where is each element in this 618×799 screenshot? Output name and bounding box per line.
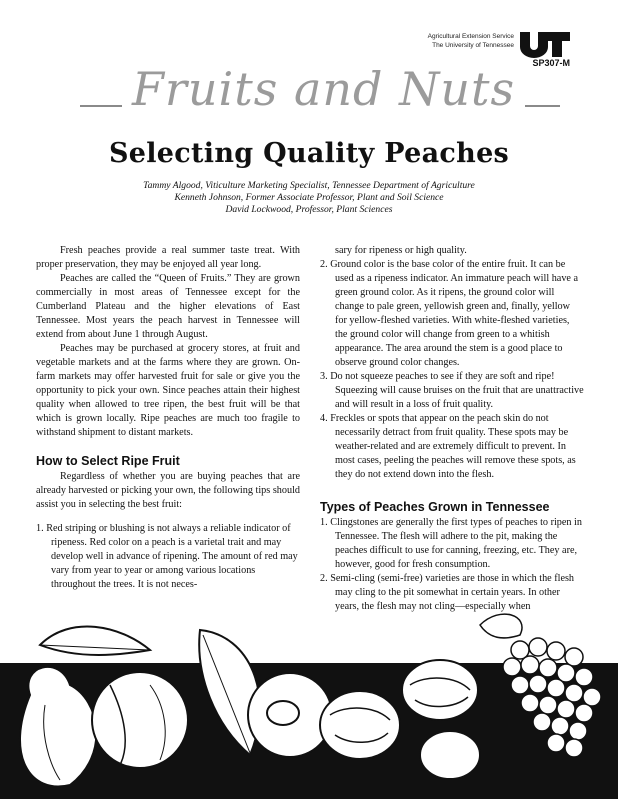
ut-logo [518,30,572,58]
authors-block [0,180,618,216]
list-item-continuation: sary for ripeness or high quality. [335,245,467,256]
publication-number: SP307-M [532,58,570,68]
body-paragraph: Regardless of whether you are buying peaches that are already harvested or picking your own, the following tips should assist you in selecting the best fruit: [36,471,300,510]
section-banner [40,62,560,116]
page-title: Selecting Quality Peaches [108,138,510,169]
list-item: 1. Red striping or blushing is not always a reliable indicator of ripeness. Red color on a peach is a varietal trait and may develop well in advance of ripening. The amount of red may vary from year to year or among various locations throughout the trees. It is not neces- [36,523,298,590]
list-item: 3. Do not squeeze peaches to see if they are soft and ripe! Squeezing will cause bruises on the fruit that are unattractive and will result in a loss of fruit quality. [320,371,584,410]
agency-line-2: The University of Tennessee [432,42,514,49]
right-column [320,244,584,614]
body-paragraph: Peaches may be purchased at grocery stores, at fruit and vegetable markets and at the farms where they are grown. On-farm markets may offer harvested fruit for sale or give you the opportunity to pick your own. Since peaches attain their highest quality when allowed to tree ripen, the best fruit will be that which is grown locally. Ripe peaches are much too fragile to withstand shipment to distant markets. [36,343,300,438]
section-title: Fruits and Nuts [122,62,525,116]
tips-list [36,522,300,592]
section-heading: Types of Peaches Grown in Tennessee [320,500,550,514]
tips-list-continued [320,244,584,482]
author-line: Kenneth Johnson, Former Associate Professor, Plant and Soil Science [174,192,444,203]
body-paragraph: Fresh peaches provide a real summer taste treat. With proper preservation, they may be enjoyed all year long. [36,245,300,270]
list-item: 2. Semi-cling (semi-free) varieties are those in which the flesh may cling to the pit somewhat in certain years. In other years, the flesh may not cling—especially when [320,573,575,612]
types-list [320,516,584,614]
left-column [36,244,300,592]
author-line: Tammy Algood, Viticulture Marketing Specialist, Tennessee Department of Agriculture [143,180,475,191]
agency-name [428,32,514,50]
section-heading: How to Select Ripe Fruit [36,454,180,468]
fruits-nuts-illustration [0,605,618,799]
list-item: 4. Freckles or spots that appear on the peach skin do not necessarily detract from fruit quality. These spots may be weather-related and are extremely difficult to prevent. In most cases, peeling the peaches will remove these spots, as they do not extend down into the flesh. [320,413,576,480]
agency-line-1: Agricultural Extension Service [427,33,514,40]
body-paragraph: Peaches are called the “Queen of Fruits.” They are grown commercially in most areas of Tennessee except for the Cumberland Plateau and the higher elevations of East Tennessee. Most years the peach harvest in Tennessee will extend from about June 1 through August. [36,273,300,340]
list-item: 1. Clingstones are generally the first types of peaches to ripen in Tennessee. The flesh will adhere to the pit, making the peaches difficult to use for canning, freezing, etc. They are, however, good for fresh consumption. [320,517,582,570]
list-item: 2. Ground color is the base color of the entire fruit. It can be used as a ripeness indicator. An immature peach will have a green ground color. As it ripens, the ground color will change to pale green, yellowish green and, finally, yellow for yellow-fleshed varieties. With white-fleshed varieties, the ground color will change from green to a whitish appearance. The area around the stem is a good place to observe ground color changes. [320,259,579,368]
author-line: David Lockwood, Professor, Plant Sciences [225,204,393,215]
